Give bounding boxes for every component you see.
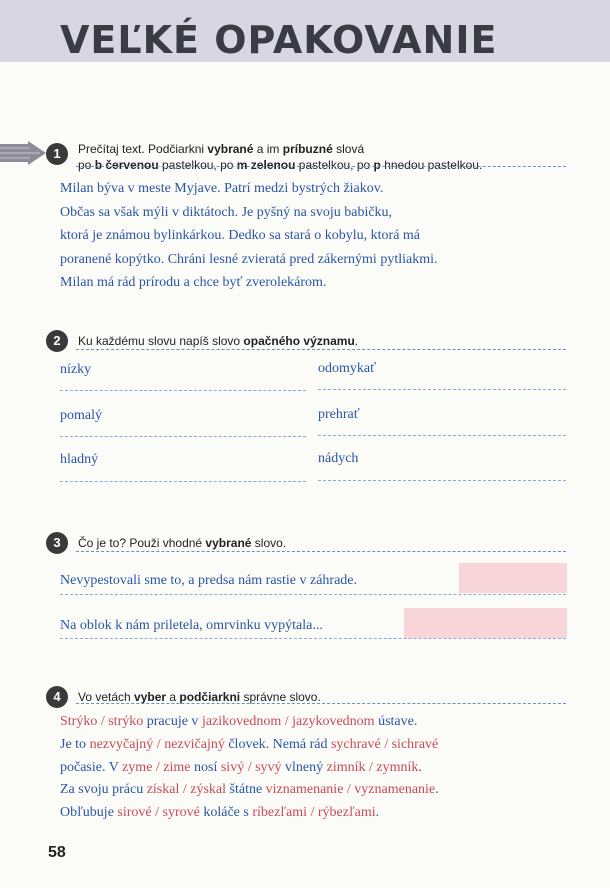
word-left: hladný xyxy=(60,452,99,467)
text-line: Občas sa však mýli v diktátoch. Je pyšný na svoju babičku, xyxy=(60,204,393,220)
task-number: 3 xyxy=(46,532,68,554)
sentence-line: Za svoju prácu získal / zýskal štátne viznamenanie / vyznamenanie. xyxy=(60,782,439,798)
task-2 xyxy=(46,330,566,356)
riddle-sentence: Na oblok k nám priletela, omrvinku vypýtala... xyxy=(60,618,323,633)
divider xyxy=(76,349,566,350)
answer-line[interactable] xyxy=(318,435,566,436)
reading-text xyxy=(60,177,437,295)
answer-line[interactable] xyxy=(318,480,566,481)
task-instruction: Prečítaj text. Podčiarkni vybrané a im príbuzné slová po b červenou pastelkou, po m zelenou pastelkou, po p hnedou pastelkou. xyxy=(78,142,483,172)
answer-line xyxy=(60,594,566,595)
answer-box[interactable] xyxy=(459,563,567,593)
text-line: ktorá je známou bylinkárkou. Dedko sa stará o kobylu, ktorá má xyxy=(60,228,421,243)
task-number: 4 xyxy=(46,686,68,708)
task-instruction: Čo je to? Použi vhodné vybrané slovo. xyxy=(78,536,287,550)
word-right: odomykať xyxy=(318,361,377,376)
task-number: 2 xyxy=(46,330,68,352)
arrow-tab-icon xyxy=(0,140,52,166)
sentence-line: Je to nezvyčajný / nezvičajný človek. Nemá rád sychravé / sichravé xyxy=(60,736,439,752)
task-instruction: Vo vetách vyber a podčiarkni správne slovo. xyxy=(78,690,321,704)
sentence-line: Obľubuje sirové / syrové koláče s ríbezľami / rýbezľami. xyxy=(60,805,380,821)
answer-box[interactable] xyxy=(404,608,567,638)
page-title: VEĽKÉ OPAKOVANIE xyxy=(60,18,498,62)
exercise-text xyxy=(60,711,439,825)
task-1 xyxy=(46,139,566,172)
sentence-line: Strýko / strýko pracuje v jazikovednom / jazykovednom ústave. xyxy=(60,714,418,729)
task-3 xyxy=(46,532,566,558)
answer-line[interactable] xyxy=(60,390,306,391)
divider xyxy=(76,166,566,167)
answer-line[interactable] xyxy=(60,481,306,482)
divider xyxy=(76,703,566,704)
text-line: poranené kopýtko. Chráni lesné zvieratá pred zákernými pytliakmi. xyxy=(60,251,438,267)
word-right: prehrať xyxy=(318,407,360,422)
answer-line[interactable] xyxy=(318,389,566,390)
task-instruction: Ku každému slovu napíš slovo opačného významu. xyxy=(78,334,359,348)
task-number: 1 xyxy=(46,143,68,165)
word-right: nádych xyxy=(318,451,359,466)
task-4 xyxy=(46,686,566,712)
word-left: pomalý xyxy=(60,408,102,423)
text-line: Milan býva v meste Myjave. Patrí medzi bystrých žiakov. xyxy=(60,181,384,196)
riddle-sentence: Nevypestovali sme to, a predsa nám rastie v záhrade. xyxy=(60,573,358,588)
page-number: 58 xyxy=(48,844,66,861)
divider xyxy=(76,551,566,552)
text-line: Milan má rád prírodu a chce byť zverolekárom. xyxy=(60,275,327,290)
sentence-line: počasie. V zyme / zime nosí sivý / syvý vlnený zimník / zymník. xyxy=(60,759,422,775)
word-left: nízky xyxy=(60,362,92,377)
answer-line xyxy=(60,638,566,639)
answer-line[interactable] xyxy=(60,436,306,437)
